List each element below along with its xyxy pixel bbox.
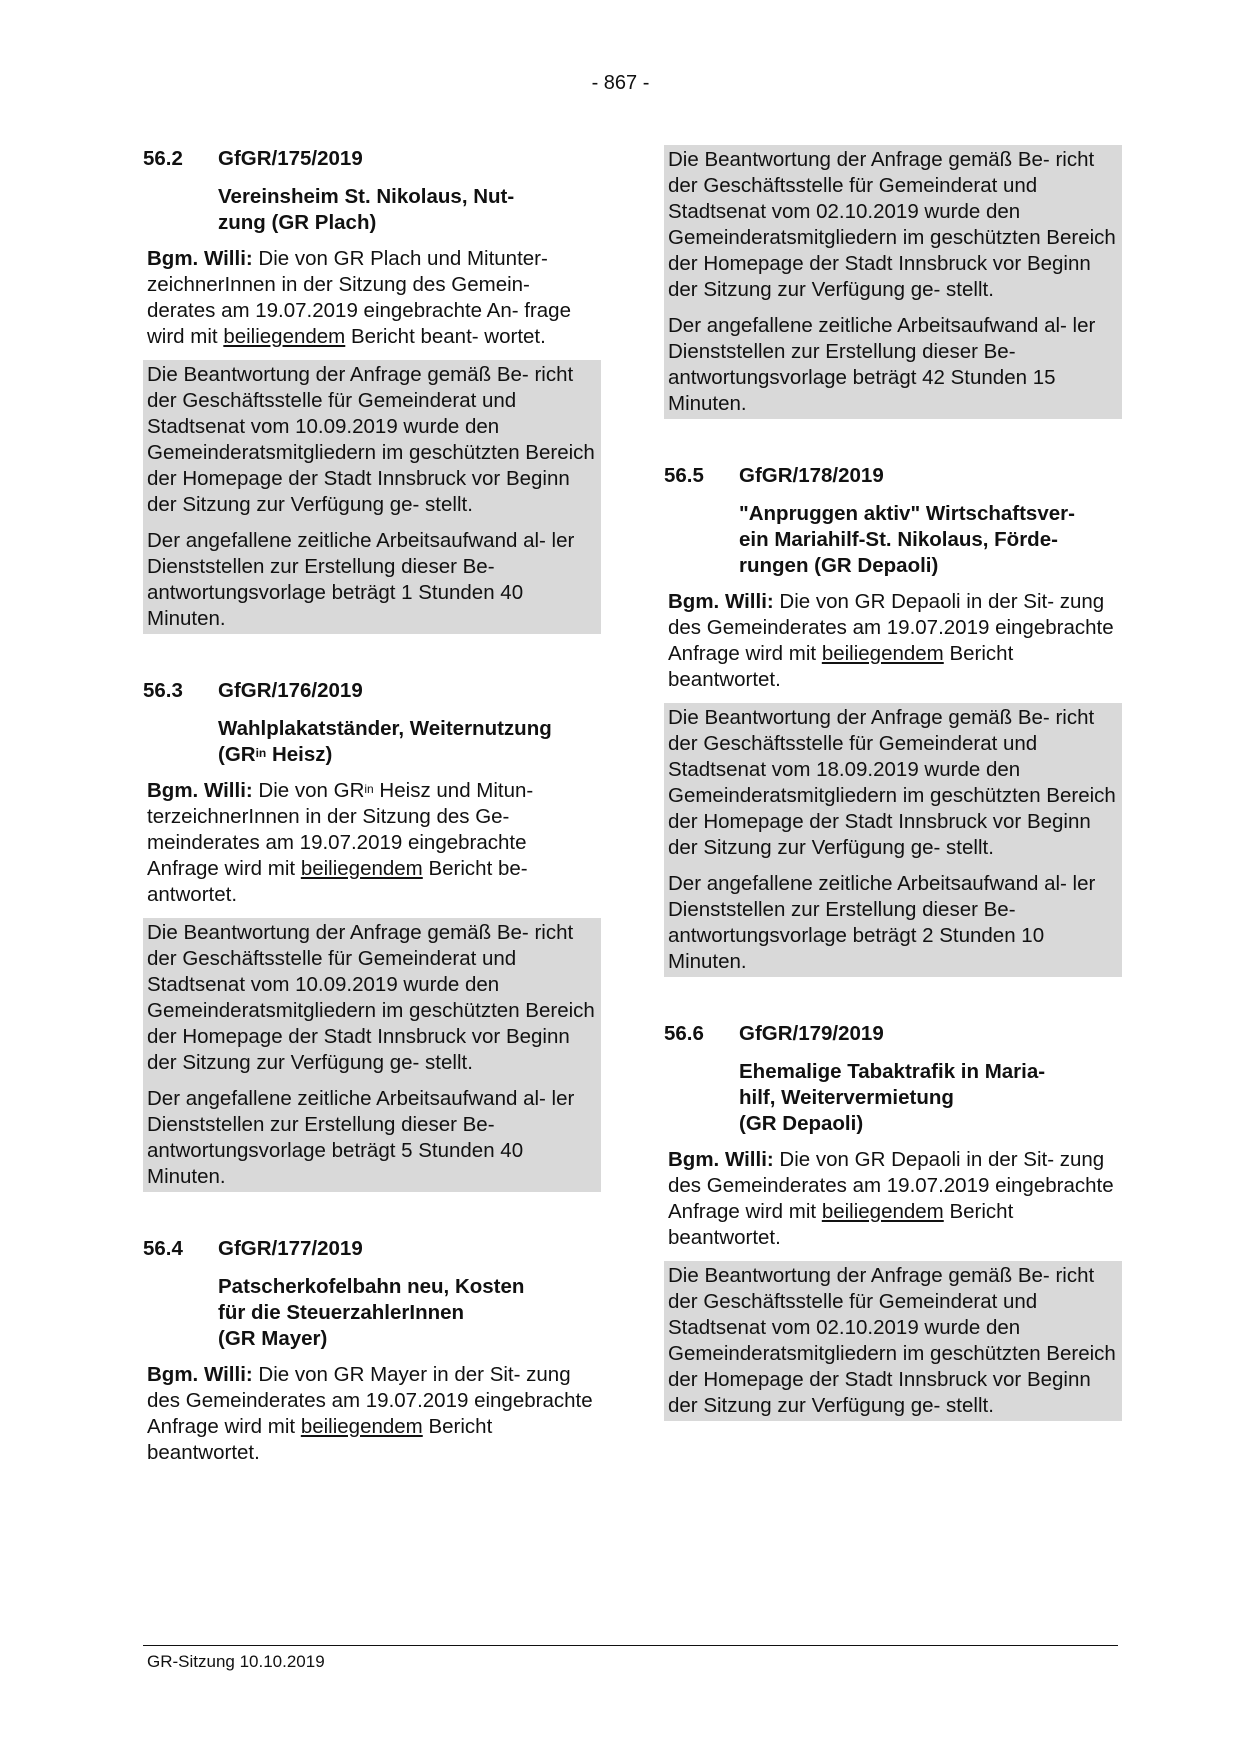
- section-heading: [664, 463, 1122, 489]
- section-heading: [143, 1236, 601, 1262]
- section-title: Wahlplakatständer, Weiternutzung ($GR^{in}$ Heisz): [218, 717, 552, 766]
- section-code: GfGR/177/2019: [218, 1237, 363, 1260]
- answer-box: [664, 703, 1122, 977]
- speaker: Bgm. Willi:: [147, 247, 253, 270]
- footer-text: GR-Sitzung 10.10.2019: [147, 1652, 325, 1671]
- effort-text: Der angefallene zeitliche Arbeitsaufwand al- ler Dienststellen zur Erstellung dieser Be- antwortungsvorlage beträgt 42 Stunden 15 Minuten.: [668, 314, 1096, 415]
- speaker: Bgm. Willi:: [668, 590, 774, 613]
- answer-box: [664, 145, 1122, 419]
- section-title: Patscherkofelbahn neu, Kosten für die SteuerzahlerInnen (GR Mayer): [218, 1275, 525, 1350]
- section-56-6: [664, 1021, 1122, 1421]
- beiliegendem-link: beiliegendem: [821, 1200, 944, 1223]
- intro-paragraph: Bgm. Willi: Die von GR Depaoli in der Sit- zung des Gemeinderates am 19.07.2019 eingebrachte Anfrage wird mit beiliegendem Bericht beantwortet.: [668, 1148, 1114, 1249]
- answer-text: Die Beantwortung der Anfrage gemäß Be- richt der Geschäftsstelle für Gemeinderat und Stadtsenat vom 10.09.2019 wurde den Gemeinderatsmitgliedern im geschützten Bereich der Homepage der Stadt Innsbruck vor Beginn der Sitzung zur Verfügung ge- stellt.: [147, 921, 595, 1074]
- answer-text: Die Beantwortung der Anfrage gemäß Be- richt der Geschäftsstelle für Gemeinderat und Stadtsenat vom 02.10.2019 wurde den Gemeinderatsmitgliedern im geschützten Bereich der Homepage der Stadt Innsbruck vor Beginn der Sitzung zur Verfügung ge- stellt.: [668, 148, 1116, 301]
- section-code: GfGR/178/2019: [739, 464, 884, 487]
- left-column: [143, 146, 601, 1510]
- section-56-3: [143, 678, 601, 1192]
- intro-paragraph: Bgm. Willi: Die von $GR^{in}$ Heisz und Mitun- terzeichnerInnen in der Sitzung des Ge- meinderates am 19.07.2019 eingebrachte Anfrage wird mit beiliegendem Bericht be- antwortet.: [147, 779, 534, 906]
- section-number: 56.2: [143, 147, 183, 170]
- section-56-5: [664, 463, 1122, 977]
- intro-paragraph: Bgm. Willi: Die von GR Mayer in der Sit- zung des Gemeinderates am 19.07.2019 eingebrachte Anfrage wird mit beiliegendem Bericht beantwortet.: [147, 1363, 593, 1464]
- section-56-2: [143, 146, 601, 634]
- answer-box: [143, 918, 601, 1192]
- right-column: [664, 145, 1122, 1465]
- beiliegendem-link: beiliegendem: [821, 642, 944, 665]
- section-56-4: [143, 1236, 601, 1466]
- section-number: 56.3: [143, 679, 183, 702]
- speaker: Bgm. Willi:: [668, 1148, 774, 1171]
- intro-paragraph: Bgm. Willi: Die von GR Plach und Mitunter- zeichnerInnen in der Sitzung des Gemein- derates am 19.07.2019 eingebrachte An- frage wird mit beiliegendem Bericht beant- wortet.: [147, 247, 571, 348]
- section-code: GfGR/176/2019: [218, 679, 363, 702]
- section-number: 56.5: [664, 464, 704, 487]
- beiliegendem-link: beiliegendem: [223, 325, 346, 348]
- beiliegendem-link: beiliegendem: [300, 1415, 423, 1438]
- section-heading: [143, 146, 601, 172]
- section-code: GfGR/179/2019: [739, 1022, 884, 1045]
- speaker: Bgm. Willi:: [147, 779, 253, 802]
- footer-rule: [143, 1645, 1118, 1646]
- effort-text: Der angefallene zeitliche Arbeitsaufwand al- ler Dienststellen zur Erstellung dieser Be- antwortungsvorlage beträgt 2 Stunden 10 Minuten.: [668, 872, 1096, 973]
- section-56-4-continued: [664, 145, 1122, 419]
- section-number: 56.6: [664, 1022, 704, 1045]
- effort-text: Der angefallene zeitliche Arbeitsaufwand al- ler Dienststellen zur Erstellung dieser Be- antwortungsvorlage beträgt 1 Stunden 40 Minuten.: [147, 529, 575, 630]
- section-number: 56.4: [143, 1237, 183, 1260]
- answer-text: Die Beantwortung der Anfrage gemäß Be- richt der Geschäftsstelle für Gemeinderat und Stadtsenat vom 18.09.2019 wurde den Gemeinderatsmitgliedern im geschützten Bereich der Homepage der Stadt Innsbruck vor Beginn der Sitzung zur Verfügung ge- stellt.: [668, 706, 1116, 859]
- page-number: - 867 -: [591, 72, 650, 94]
- speaker: Bgm. Willi:: [147, 1363, 253, 1386]
- answer-box: [143, 360, 601, 634]
- section-heading: [664, 1021, 1122, 1047]
- section-code: GfGR/175/2019: [218, 147, 363, 170]
- intro-paragraph: Bgm. Willi: Die von GR Depaoli in der Sit- zung des Gemeinderates am 19.07.2019 eingebrachte Anfrage wird mit beiliegendem Bericht beantwortet.: [668, 590, 1114, 691]
- answer-text: Die Beantwortung der Anfrage gemäß Be- richt der Geschäftsstelle für Gemeinderat und Stadtsenat vom 10.09.2019 wurde den Gemeinderatsmitgliedern im geschützten Bereich der Homepage der Stadt Innsbruck vor Beginn der Sitzung zur Verfügung ge- stellt.: [147, 363, 595, 516]
- section-title: Ehemalige Tabaktrafik in Maria- hilf, Weitervermietung (GR Depaoli): [739, 1060, 1046, 1135]
- effort-text: Der angefallene zeitliche Arbeitsaufwand al- ler Dienststellen zur Erstellung dieser Be- antwortungsvorlage beträgt 5 Stunden 40 Minuten.: [147, 1087, 575, 1188]
- answer-text: Die Beantwortung der Anfrage gemäß Be- richt der Geschäftsstelle für Gemeinderat und Stadtsenat vom 02.10.2019 wurde den Gemeinderatsmitgliedern im geschützten Bereich der Homepage der Stadt Innsbruck vor Beginn der Sitzung zur Verfügung ge- stellt.: [668, 1264, 1116, 1417]
- section-title: "Anpruggen aktiv" Wirtschaftsver- ein Mariahilf-St. Nikolaus, Förde- rungen (GR Depaoli): [739, 502, 1075, 577]
- section-title: Vereinsheim St. Nikolaus, Nut- zung (GR Plach): [218, 185, 515, 234]
- answer-box: [664, 1261, 1122, 1421]
- section-heading: [143, 678, 601, 704]
- beiliegendem-link: beiliegendem: [300, 857, 423, 880]
